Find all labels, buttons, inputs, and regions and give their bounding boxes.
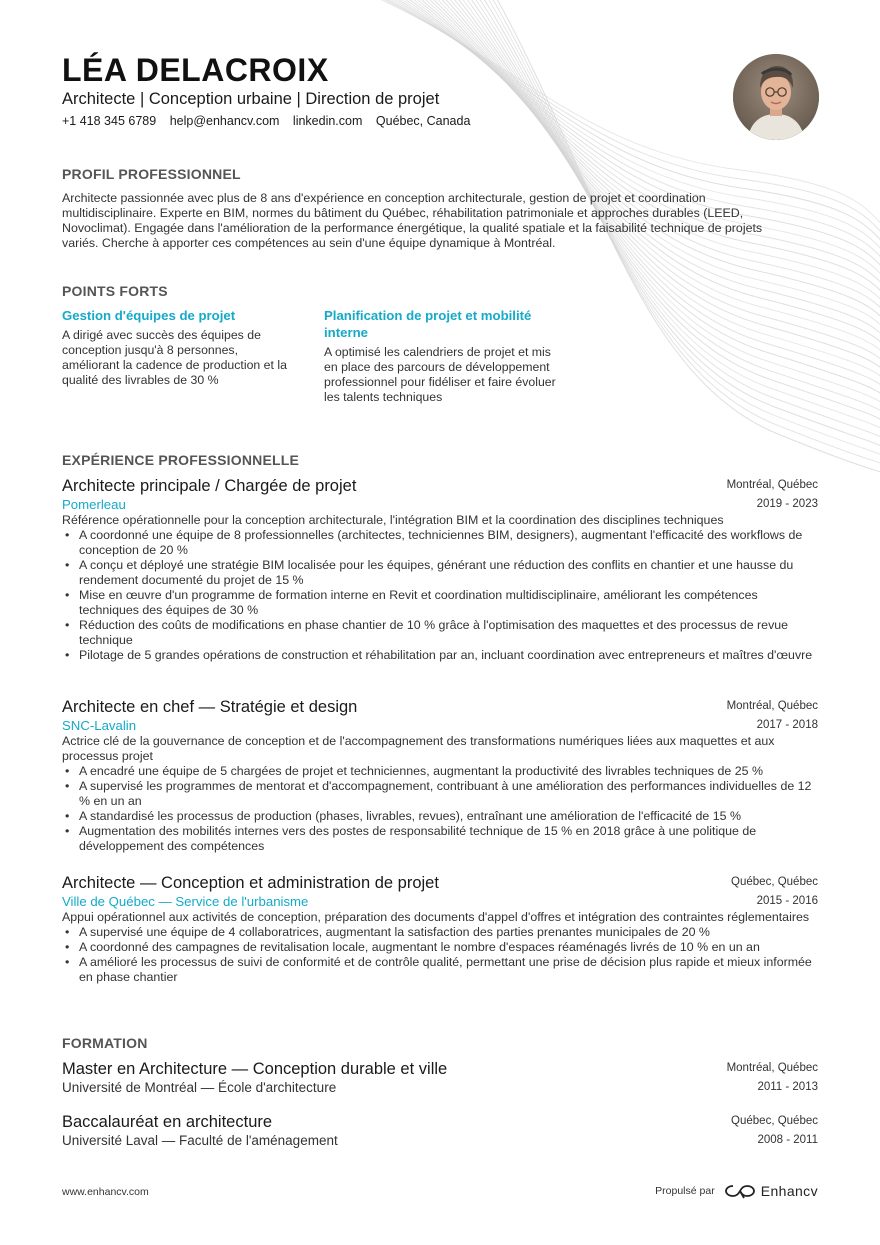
job-title: Architecte en chef — Stratégie et design: [62, 698, 358, 716]
job-bullets: [62, 925, 818, 985]
job-bullet: • Pilotage de 5 grandes opérations de construction et réhabilitation par an, incluant coordination avec entrepreneurs et maîtres d'œuvre: [62, 648, 818, 663]
email-link[interactable]: help@enhancv.com: [169, 114, 280, 128]
job-description: Actrice clé de la gouvernance de conception et de l'accompagnement des transformations numériques liées aux maquettes et aux processus projet: [62, 734, 775, 763]
contact-line: [62, 114, 480, 128]
wave-line: [387, 0, 880, 301]
job-bullet: • A conçu et déployé une stratégie BIM localisée pour les équipes, générant une réduction des conflits en chantier et une hausse du rendement documenté du projet de 15 %: [62, 558, 818, 588]
experience-entry: [62, 697, 818, 854]
education-degree: Baccalauréat en architecture: [62, 1113, 273, 1131]
powered-by-label: Propulsé par: [655, 1185, 715, 1197]
education-entry: [62, 1059, 818, 1097]
job-description: Référence opérationnelle pour la conception architecturale, l'intégration BIM et la coordination des disciplines techniques: [62, 513, 724, 527]
linkedin-link[interactable]: linkedin.com: [292, 114, 363, 128]
enhancv-logo[interactable]: [725, 1183, 818, 1199]
profile-summary: Architecte passionnée avec plus de 8 ans d'expérience en conception architecturale, gestion de projet et coordination multidisciplinaire. Experte en BIM, normes du bâtiment du Québec, réhabilitation patrimoniale et approches durables (LEED, Novoclimat). Engagée dans l'amélioration de la performance énergétique, la qualité spatiale et la faisabilité technique de projets variés. Cherche à apporter ces compétences au sein d'une équipe dynamique à Montréal.: [62, 191, 763, 250]
job-bullet: • A coordonné des campagnes de revitalisation locale, augmentant le nombre d'espaces réaménagés livrés de 10 % en un an: [62, 940, 818, 955]
job-bullet: • A standardisé les processus de production (phases, livrables, revues), entraînant une amélioration de l'efficacité de 15 %: [62, 809, 818, 824]
job-meta: [727, 476, 818, 514]
job-company[interactable]: SNC-Lavalin: [62, 718, 137, 733]
education-location: Montréal, Québec: [726, 1062, 818, 1074]
job-dates: 2015 - 2016: [756, 895, 818, 907]
strength-description: A optimisé les calendriers de projet et mis en place des parcours de développement professionnel pour fidéliser et faire évoluer les talents techniques: [324, 345, 556, 404]
job-bullet: • Réduction des coûts de modifications en phase chantier de 10 % grâce à l'optimisation des maquettes et des processus de revue technique: [62, 618, 818, 648]
job-meta: [731, 873, 818, 911]
education-school: Université Laval — Faculté de l'aménagement: [62, 1133, 338, 1148]
job-meta: [727, 697, 818, 735]
job-bullet: • Augmentation des mobilités internes vers des postes de responsabilité technique de 15 % en 2018 grâce à une politique de développement des compétences: [62, 824, 818, 854]
experience-entry: [62, 873, 818, 985]
job-bullet: • A coordonné une équipe de 8 professionnelles (architectes, techniciennes BIM, designers), augmentant l'efficacité des workflows de conception de 20 %: [62, 528, 818, 558]
experience-entry: [62, 476, 818, 663]
job-bullets: [62, 764, 818, 854]
job-bullet: • A supervisé une équipe de 4 collaboratrices, augmentant la satisfaction des parties prenantes municipales de 20 %: [62, 925, 818, 940]
enhancv-logo-icon: [725, 1183, 755, 1199]
education-location: Québec, Québec: [731, 1115, 818, 1127]
strength-item: [62, 307, 294, 388]
brand-name: Enhancv: [760, 1183, 818, 1199]
wave-line: [406, 0, 880, 335]
candidate-name: LÉA DELACROIX: [62, 52, 329, 88]
education-dates: 2008 - 2011: [757, 1134, 818, 1146]
section-title-education: FORMATION: [62, 1035, 148, 1051]
wave-line: [410, 0, 880, 343]
section-title-strengths: POINTS FORTS: [62, 283, 168, 299]
wave-line: [392, 0, 880, 309]
education-entry: [62, 1112, 818, 1150]
job-bullet: • A supervisé les programmes de mentorat et d'accompagnement, contribuant à une amélioration des performances individuelles de 12 % en un an: [62, 779, 818, 809]
job-dates: 2019 - 2023: [756, 498, 818, 510]
phone-text: +1 418 345 6789: [62, 114, 157, 128]
job-bullet: • A encadré une équipe de 5 chargées de projet et techniciennes, augmentant la productivité des livrables techniques de 25 %: [62, 764, 818, 779]
job-bullets: [62, 528, 818, 663]
education-school: Université de Montréal — École d'architecture: [62, 1080, 337, 1095]
job-dates: 2017 - 2018: [756, 719, 818, 731]
avatar: [733, 54, 819, 140]
footer-branding: [655, 1180, 818, 1202]
location-text: Québec, Canada: [375, 114, 471, 128]
wave-line: [396, 0, 880, 318]
section-title-experience: EXPÉRIENCE PROFESSIONNELLE: [62, 452, 300, 468]
education-dates: 2011 - 2013: [757, 1081, 818, 1093]
strength-title: Gestion d'équipes de projet: [62, 308, 236, 323]
job-location: Montréal, Québec: [726, 700, 818, 712]
section-title-profile: PROFIL PROFESSIONNEL: [62, 166, 241, 182]
job-company[interactable]: Ville de Québec — Service de l'urbanisme: [62, 894, 309, 909]
education-meta: [731, 1112, 818, 1150]
education-meta: [727, 1059, 818, 1097]
job-bullet: • Mise en œuvre d'un programme de formation interne en Revit et coordination multidisciplinaire, améliorant les compétences techniques des équipes de 30 %: [62, 588, 818, 618]
strength-title: Planification de projet et mobilité interne: [324, 308, 532, 340]
education-degree: Master en Architecture — Conception durable et ville: [62, 1060, 448, 1078]
job-company[interactable]: Pomerleau: [62, 497, 126, 512]
candidate-subtitle: Architecte | Conception urbaine | Direction de projet: [62, 90, 440, 108]
job-bullet: • A amélioré les processus de suivi de conformité et de contrôle qualité, permettant une prise de décision plus rapide et mieux informée en phase chantier: [62, 955, 818, 985]
strength-description: A dirigé avec succès des équipes de conception jusqu'à 8 personnes, améliorant la cadence de production et la qualité des livrables de 30 %: [62, 328, 287, 387]
job-location: Québec, Québec: [731, 876, 818, 888]
job-title: Architecte principale / Chargée de projet: [62, 477, 357, 495]
job-location: Montréal, Québec: [726, 479, 818, 491]
footer-url[interactable]: www.enhancv.com: [62, 1186, 149, 1198]
wave-line: [401, 0, 880, 326]
wave-line: [419, 0, 880, 360]
wave-line: [415, 0, 880, 351]
avatar-photo: [733, 54, 819, 140]
job-description: Appui opérationnel aux activités de conception, préparation des documents d'appel d'offres et intégration des contraintes réglementaires: [62, 910, 810, 924]
job-title: Architecte — Conception et administration de projet: [62, 874, 439, 892]
strength-item: [324, 307, 556, 405]
